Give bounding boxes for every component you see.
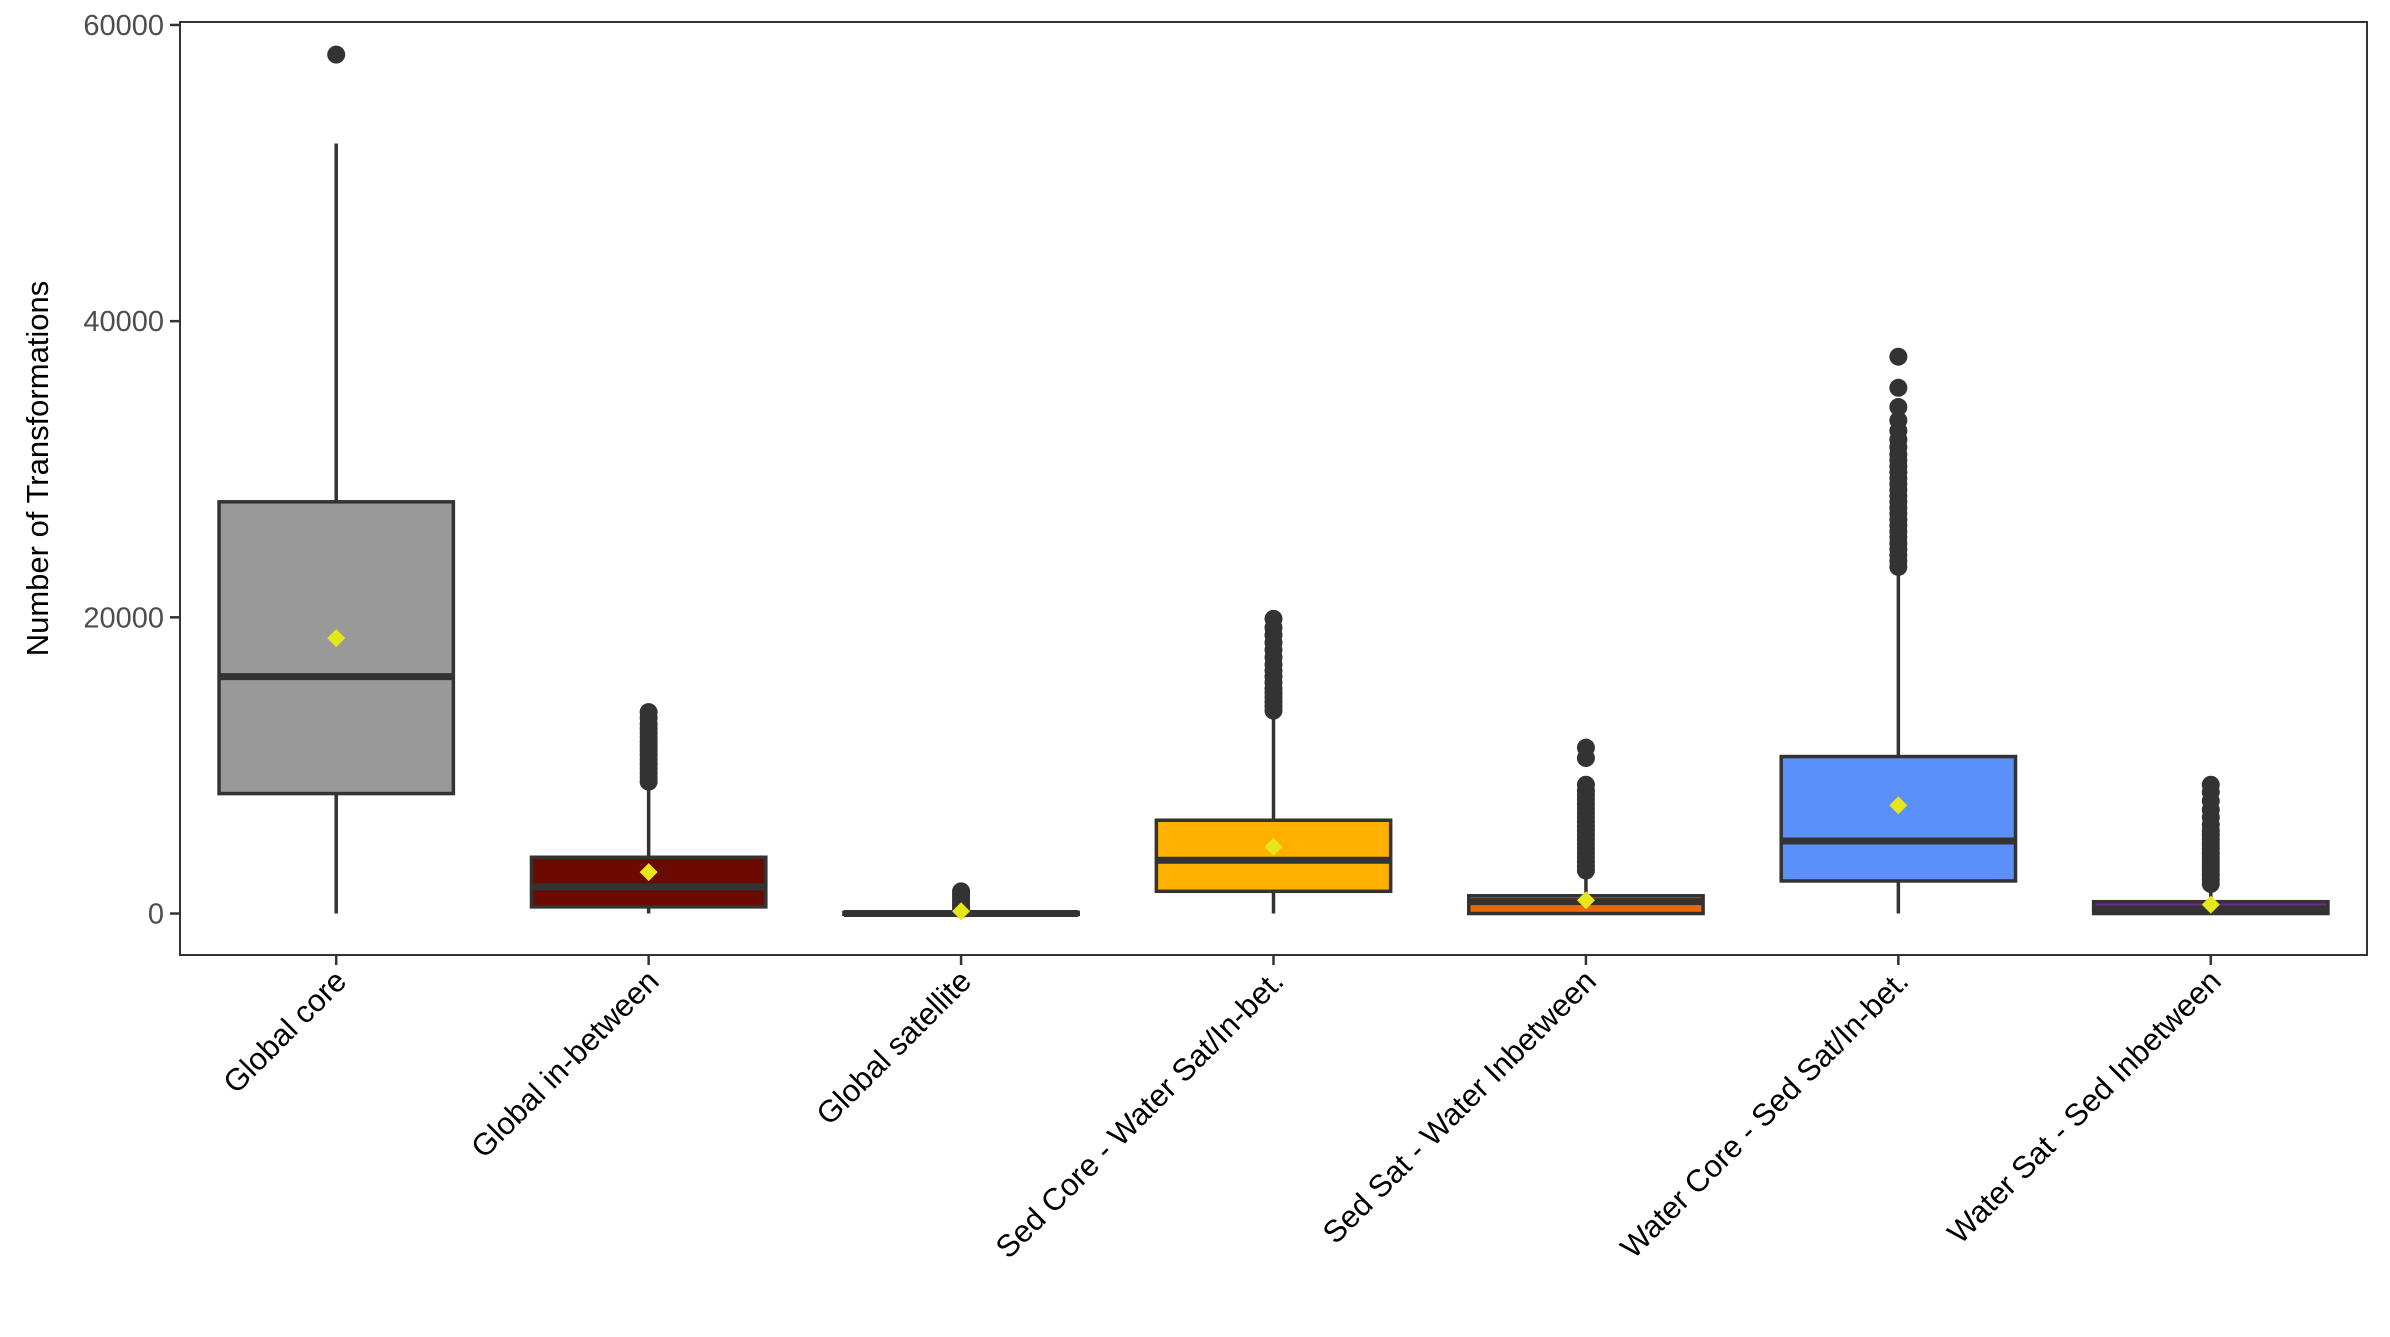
box-group-1 xyxy=(219,46,453,914)
y-tick-label: 60000 xyxy=(83,9,164,42)
outlier-point xyxy=(640,703,658,721)
outlier-point xyxy=(1889,379,1907,397)
outlier-point xyxy=(1889,398,1907,416)
outlier-point xyxy=(1577,739,1595,757)
box xyxy=(1781,757,2015,881)
y-tick-label: 20000 xyxy=(83,602,164,635)
box-group-6 xyxy=(1781,348,2015,914)
x-tick-label: Water Sat - Sed Inbetween xyxy=(1940,963,2228,1251)
outlier-point xyxy=(952,882,970,900)
x-tick-label: Water Core - Sed Sat/In-bet. xyxy=(1613,963,1916,1265)
outlier-point xyxy=(327,46,345,64)
outlier-point xyxy=(1889,348,1907,366)
y-axis-title: Number of Transformations xyxy=(20,280,55,657)
box-group-7 xyxy=(2094,776,2328,914)
box-group-4 xyxy=(1156,610,1390,914)
box xyxy=(219,502,453,794)
box-group-3 xyxy=(844,882,1078,920)
x-tick-label: Global core xyxy=(216,963,354,1101)
outlier-point xyxy=(1577,776,1595,794)
x-tick-label: Global satellite xyxy=(809,963,979,1132)
y-tick-label: 40000 xyxy=(83,306,164,339)
outlier-point xyxy=(1265,610,1283,628)
box-group-2 xyxy=(531,703,765,913)
y-tick-label: 0 xyxy=(147,898,164,931)
outlier-point xyxy=(2202,776,2220,794)
x-tick-label: Sed Sat - Water Inbetween xyxy=(1315,963,1603,1251)
x-tick-label: Sed Core - Water Sat/In-bet. xyxy=(988,963,1291,1265)
box-group-5 xyxy=(1469,739,1703,914)
x-tick-label: Global in-between xyxy=(464,963,666,1165)
